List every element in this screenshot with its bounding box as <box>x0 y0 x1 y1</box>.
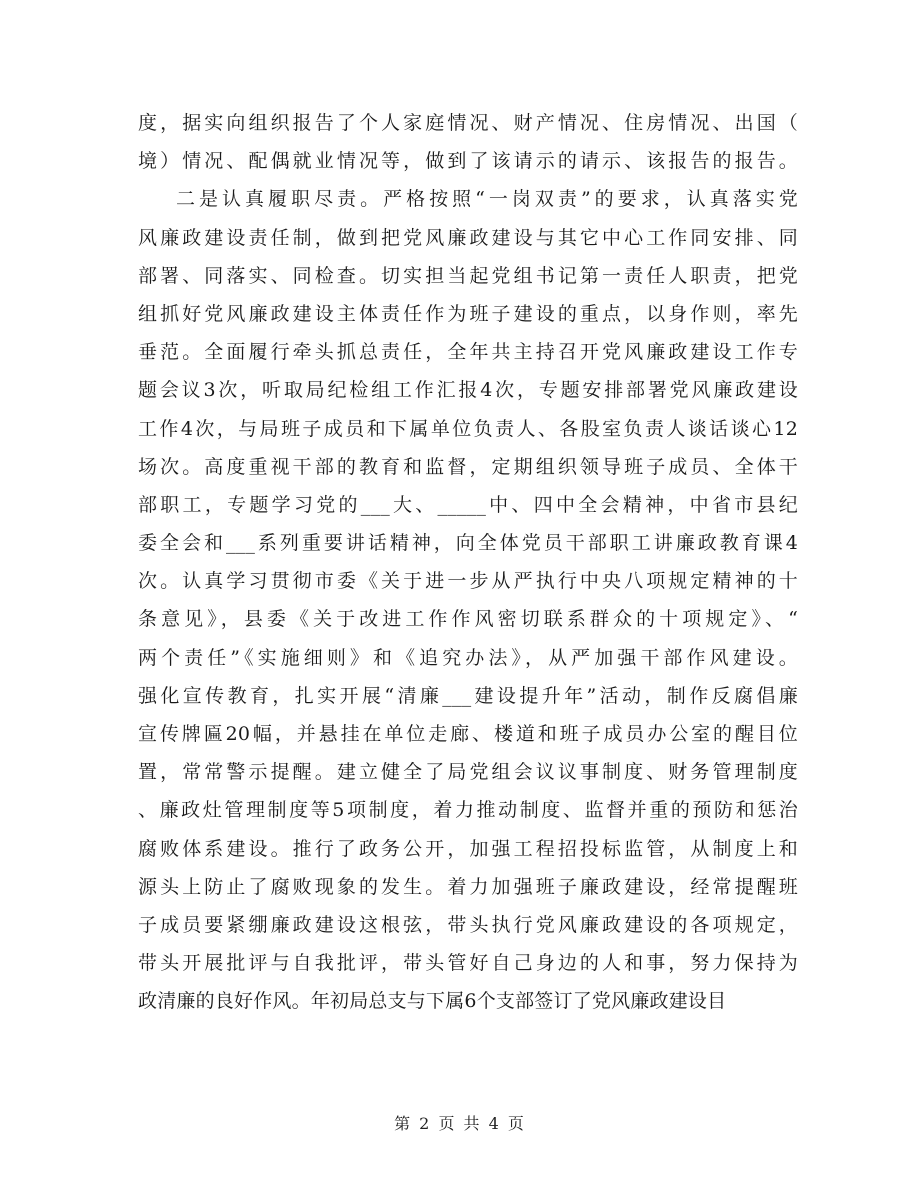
text-line: 委全会和___系列重要讲话精神，向全体党员干部职工讲廉政教育课4 <box>138 532 798 555</box>
text-line: 境）情况、配偶就业情况等，做到了该请示的请示、该报告的报告。 <box>138 150 798 173</box>
text-line: 两个责任”《实施细则》和《追究办法》，从严加强干部作风建设。 <box>138 646 798 669</box>
text-line: 组抓好党风廉政建设主体责任作为班子建设的重点，以身作则，率先 <box>138 302 798 325</box>
text-line: 场次。高度重视干部的教育和监督，定期组织领导班子成员、全体干 <box>138 455 798 478</box>
text-line: 工作4次，与局班子成员和下属单位负责人、各股室负责人谈话谈心12 <box>138 417 798 440</box>
text-line: 题会议3次，听取局纪检组工作汇报4次，专题安排部署党风廉政建设 <box>138 379 798 402</box>
text-line: 垂范。全面履行牵头抓总责任，全年共主持召开党风廉政建设工作专 <box>138 341 798 364</box>
text-line: 度，据实向组织报告了个人家庭情况、财产情况、住房情况、出国（ <box>138 112 798 134</box>
text-line: 腐败体系建设。推行了政务公开，加强工程招投标监管，从制度上和 <box>138 837 798 860</box>
text-line: 、廉政灶管理制度等5项制度，着力推动制度、监督并重的预防和惩治 <box>138 799 798 822</box>
text-line: 宣传牌匾20幅，并悬挂在单位走廊、楼道和班子成员办公室的醒目位 <box>138 723 798 745</box>
text-line: 置，常常警示提醒。建立健全了局党组会议议事制度、财务管理制度 <box>138 761 798 784</box>
text-line: 部职工，专题学习党的___大、_____中、四中全会精神，中省市县纪 <box>138 493 798 516</box>
text-line: 源头上防止了腐败现象的发生。着力加强班子廉政建设，经常提醒班 <box>138 875 798 898</box>
paragraph-first-line: 二是认真履职尽责。严格按照“一岗双责”的要求，认真落实党 <box>176 188 798 211</box>
text-line: 强化宣传教育，扎实开展“清廉___建设提升年”活动，制作反腐倡廉 <box>138 684 798 707</box>
text-line: 政清廉的良好作风。年初局总支与下属6个支部签订了党风廉政建设目 <box>138 990 727 1013</box>
text-line: 次。认真学习贯彻市委《关于进一步从严执行中央八项规定精神的十 <box>138 570 798 593</box>
text-line: 带头开展批评与自我批评，带头管好自己身边的人和事，努力保持为 <box>138 952 798 975</box>
text-line: 子成员要紧绷廉政建设这根弦，带头执行党风廉政建设的各项规定， <box>138 913 798 936</box>
page-number-footer: 第 2 页 共 4 页 <box>394 1114 526 1133</box>
text-line: 风廉政建设责任制，做到把党风廉政建设与其它中心工作同安排、同 <box>138 226 798 249</box>
body-text <box>138 104 798 1021</box>
text-line: 部署、同落实、同检查。切实担当起党组书记第一责任人职责，把党 <box>138 264 798 287</box>
text-line: 条意见》，县委《关于改进工作作风密切联系群众的十项规定》、“ <box>138 608 798 631</box>
